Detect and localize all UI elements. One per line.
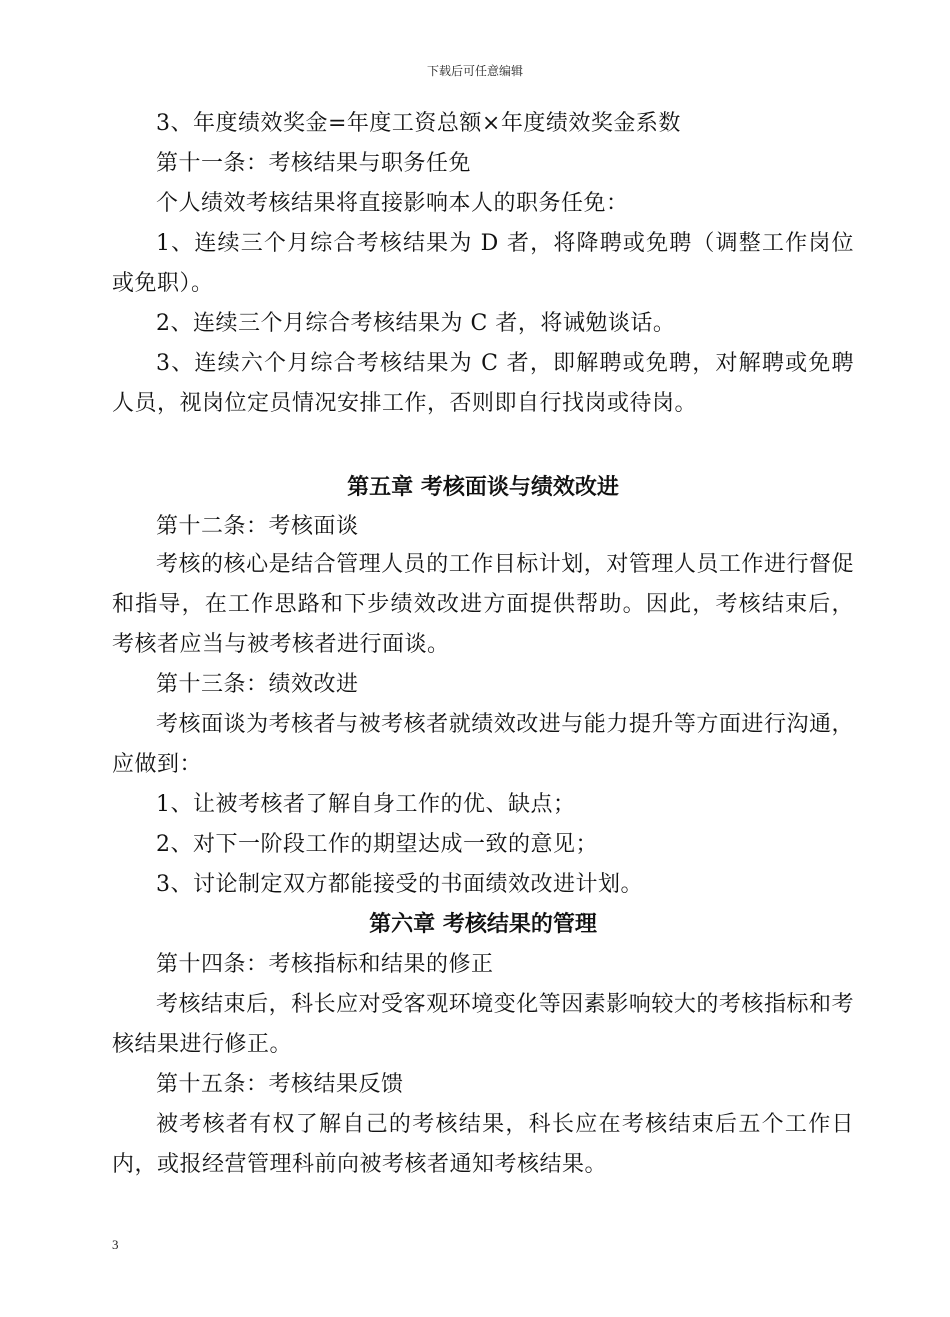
- article-heading: 第十三条：绩效改进: [156, 672, 359, 697]
- paragraph: 考核面谈为考核者与被考核者就绩效改进与能力提升等方面进行沟通，应做到：: [112, 712, 854, 777]
- chapter-title: 第六章 考核结果的管理: [369, 912, 597, 937]
- document-body: [112, 104, 854, 1185]
- paragraph: 考核的核心是结合管理人员的工作目标计划，对管理人员工作进行督促和指导，在工作思路和下步绩效改进方面提供帮助。因此，考核结束后，考核者应当与被考核者进行面谈。: [112, 552, 854, 657]
- article-heading: 第十五条：考核结果反馈: [156, 1072, 404, 1097]
- page-number: 3: [112, 1237, 119, 1252]
- paragraph: 被考核者有权了解自己的考核结果，科长应在考核结束后五个工作日内，或报经营管理科前向被考核者通知考核结果。: [112, 1112, 854, 1177]
- page-header: 下载后可任意编辑: [426, 64, 523, 78]
- list-item: 1、连续三个月综合考核结果为 D 者，将降聘或免聘（调整工作岗位或免职）。: [112, 231, 854, 296]
- list-item: 1、让被考核者了解自身工作的优、缺点；: [156, 792, 576, 817]
- list-item: 3、讨论制定双方都能接受的书面绩效改进计划。: [156, 872, 643, 897]
- paragraph: 考核结束后，科长应对受客观环境变化等因素影响较大的考核指标和考核结果进行修正。: [112, 992, 854, 1057]
- article-heading: 第十四条：考核指标和结果的修正: [156, 952, 494, 977]
- list-item: 2、对下一阶段工作的期望达成一致的意见；: [156, 832, 598, 857]
- article-heading: 第十一条：考核结果与职务任免: [156, 151, 472, 176]
- list-item: 3、连续六个月综合考核结果为 C 者，即解聘或免聘，对解聘或免聘人员，视岗位定员情况安排工作，否则即自行找岗或待岗。: [112, 351, 854, 416]
- list-item: 2、连续三个月综合考核结果为 C 者，将诫勉谈话。: [156, 311, 676, 336]
- article-heading: 第十二条：考核面谈: [156, 514, 359, 539]
- paragraph: 个人绩效考核结果将直接影响本人的职务任免：: [156, 191, 629, 216]
- chapter-title: 第五章 考核面谈与绩效改进: [347, 475, 619, 500]
- paragraph: 3、年度绩效奖金=年度工资总额×年度绩效奖金系数: [156, 111, 681, 136]
